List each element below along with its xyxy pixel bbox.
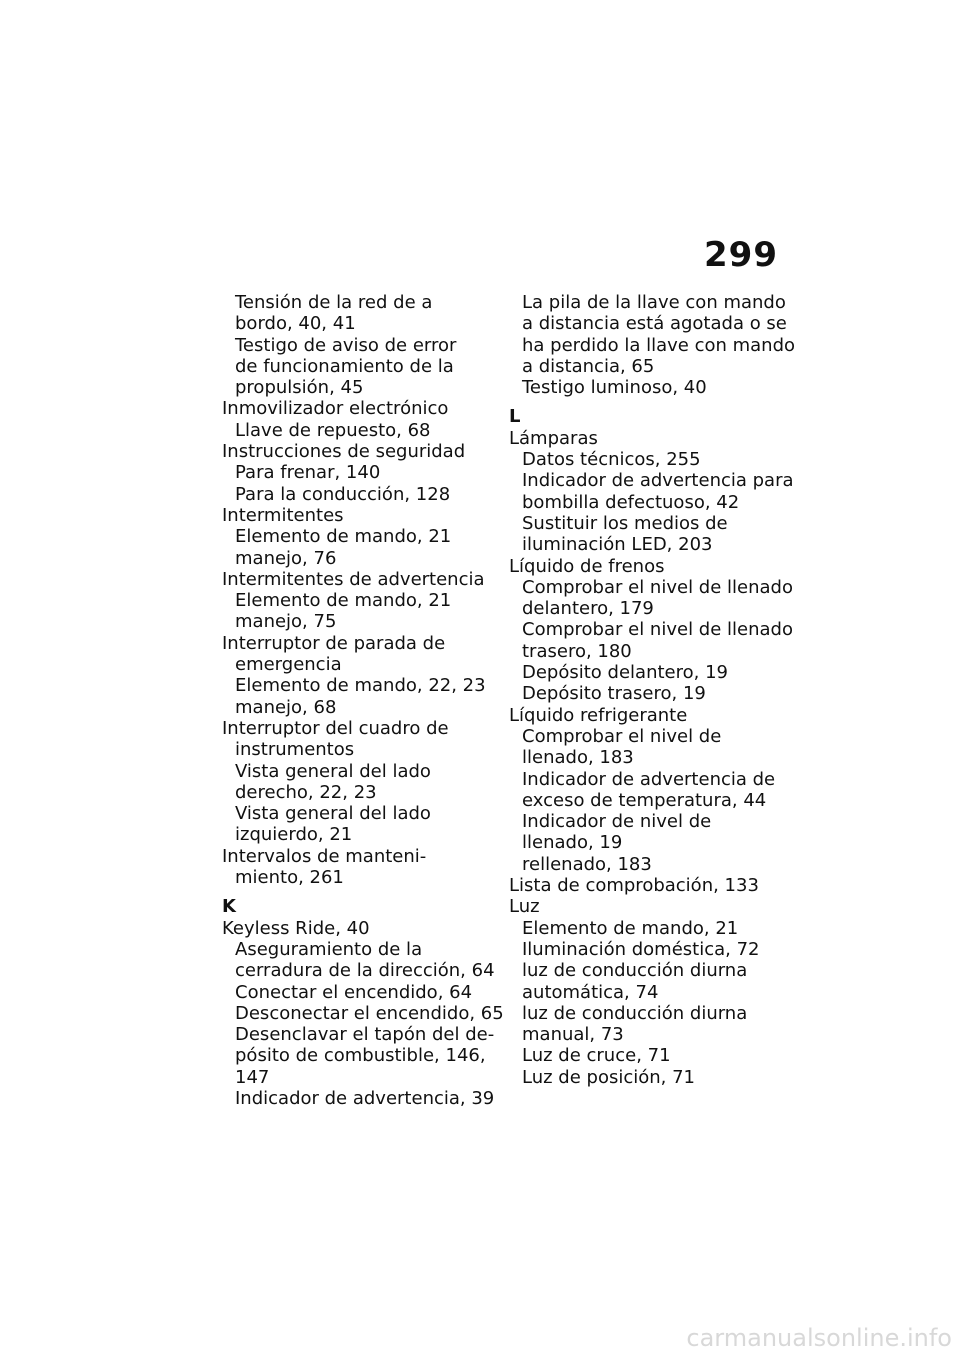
index-subentry: Depósito trasero, 19 xyxy=(522,683,706,705)
index-subentry: Vista general del lado xyxy=(235,760,431,782)
index-subentry: La pila de la llave con mando xyxy=(522,292,786,313)
index-subentry: Comprobar el nivel de xyxy=(522,725,722,747)
index-subentry: iluminación LED, 203 xyxy=(522,534,713,556)
index-subentry: Iluminación doméstica, 72 xyxy=(522,938,760,960)
index-subentry: luz de conducción diurna xyxy=(522,1002,748,1024)
index-subentry: Desconectar el encendido, 65 xyxy=(235,1002,504,1024)
index-subentry: Elemento de mando, 22, 23 xyxy=(235,675,486,697)
index-subentry: bombilla defectuoso, 42 xyxy=(522,491,740,513)
index-subentry: cerradura de la dirección, 64 xyxy=(235,960,495,982)
index-subentry: luz de conducción diurna xyxy=(522,960,748,982)
index-subentry: llenado, 183 xyxy=(522,747,634,769)
index-subentry: pósito de combustible, 146, xyxy=(235,1045,486,1067)
index-entry: Instrucciones de seguridad xyxy=(222,441,466,463)
index-column-left xyxy=(222,292,504,1109)
watermark-link[interactable]: carmanualsonline.info xyxy=(686,1324,952,1352)
index-subentry: Desenclavar el tapón del de- xyxy=(235,1024,495,1046)
index-subentry: Comprobar el nivel de llenado xyxy=(522,619,793,641)
index-subentry: Elemento de mando, 21 xyxy=(235,590,452,612)
index-subentry: Para la conducción, 128 xyxy=(235,483,451,505)
index-entry: Luz xyxy=(509,896,540,918)
index-subentry: manejo, 76 xyxy=(235,547,337,569)
index-subentry: de funcionamiento de la xyxy=(235,355,454,377)
index-subentry: miento, 261 xyxy=(235,867,344,889)
index-subentry: 147 xyxy=(235,1066,270,1088)
index-subentry: izquierdo, 21 xyxy=(235,824,353,846)
index-subentry: Indicador de advertencia de xyxy=(522,768,776,790)
index-subentry: Datos técnicos, 255 xyxy=(522,449,701,471)
index-entry: Lámparas xyxy=(509,427,598,449)
index-subentry: llenado, 19 xyxy=(522,832,623,854)
index-subentry: a distancia, 65 xyxy=(522,355,655,377)
index-entry: Inmovilizador electrónico xyxy=(222,398,449,420)
index-subentry: a distancia está agotada o se xyxy=(522,313,787,335)
index-subentry: Indicador de advertencia, 39 xyxy=(235,1087,495,1109)
index-subentry: manual, 73 xyxy=(522,1024,624,1046)
index-subentry: Elemento de mando, 21 xyxy=(235,526,452,548)
index-entry: Intermitentes xyxy=(222,504,344,526)
index-entry: Intermitentes de advertencia xyxy=(222,568,485,590)
index-subentry: Luz de posición, 71 xyxy=(522,1066,695,1088)
index-subentry: Vista general del lado xyxy=(235,803,431,825)
index-entry: Lista de comprobación, 133 xyxy=(509,875,759,897)
index-column-right xyxy=(509,292,796,1088)
index-subentry: delantero, 179 xyxy=(522,598,654,620)
index-subentry: Testigo luminoso, 40 xyxy=(522,377,707,399)
index-subentry: propulsión, 45 xyxy=(235,377,364,399)
page-number: 299 xyxy=(704,235,778,275)
index-entry: Interruptor del cuadro de xyxy=(222,717,449,739)
index-subentry: Para frenar, 140 xyxy=(235,462,381,484)
index-entry: Intervalos de manteni- xyxy=(222,845,427,867)
index-subentry: emergencia xyxy=(235,654,342,676)
index-subentry: instrumentos xyxy=(235,739,355,761)
index-subentry: ha perdido la llave con mando xyxy=(522,334,796,356)
index-subentry: Llave de repuesto, 68 xyxy=(235,419,431,441)
index-subentry: trasero, 180 xyxy=(522,640,632,662)
index-entry: Interruptor de parada de xyxy=(222,632,446,654)
index-subentry: bordo, 40, 41 xyxy=(235,313,356,335)
index-subentry: Testigo de aviso de error xyxy=(235,334,457,356)
index-subentry: Depósito delantero, 19 xyxy=(522,662,728,684)
index-subentry: rellenado, 183 xyxy=(522,853,652,875)
index-entry: Líquido refrigerante xyxy=(509,704,688,726)
index-subentry: derecho, 22, 23 xyxy=(235,781,377,803)
index-subentry: Sustituir los medios de xyxy=(522,512,728,534)
index-subentry: Indicador de advertencia para xyxy=(522,470,794,492)
index-subentry: Indicador de nivel de xyxy=(522,811,712,833)
index-subentry: Conectar el encendido, 64 xyxy=(235,981,473,1003)
index-entry: Líquido de frenos xyxy=(509,555,665,577)
index-section-letter: K xyxy=(222,896,236,918)
index-subentry: Tensión de la red de a xyxy=(235,292,433,313)
index-subentry: automática, 74 xyxy=(522,981,659,1003)
index-subentry: Aseguramiento de la xyxy=(235,938,423,960)
index-subentry: Elemento de mando, 21 xyxy=(522,917,739,939)
index-subentry: Luz de cruce, 71 xyxy=(522,1045,671,1067)
index-subentry: exceso de temperatura, 44 xyxy=(522,789,767,811)
index-section-letter: L xyxy=(509,406,521,428)
index-subentry: manejo, 68 xyxy=(235,696,337,718)
index-entry: Keyless Ride, 40 xyxy=(222,917,370,939)
index-subentry: manejo, 75 xyxy=(235,611,337,633)
index-subentry: Comprobar el nivel de llenado xyxy=(522,576,793,598)
